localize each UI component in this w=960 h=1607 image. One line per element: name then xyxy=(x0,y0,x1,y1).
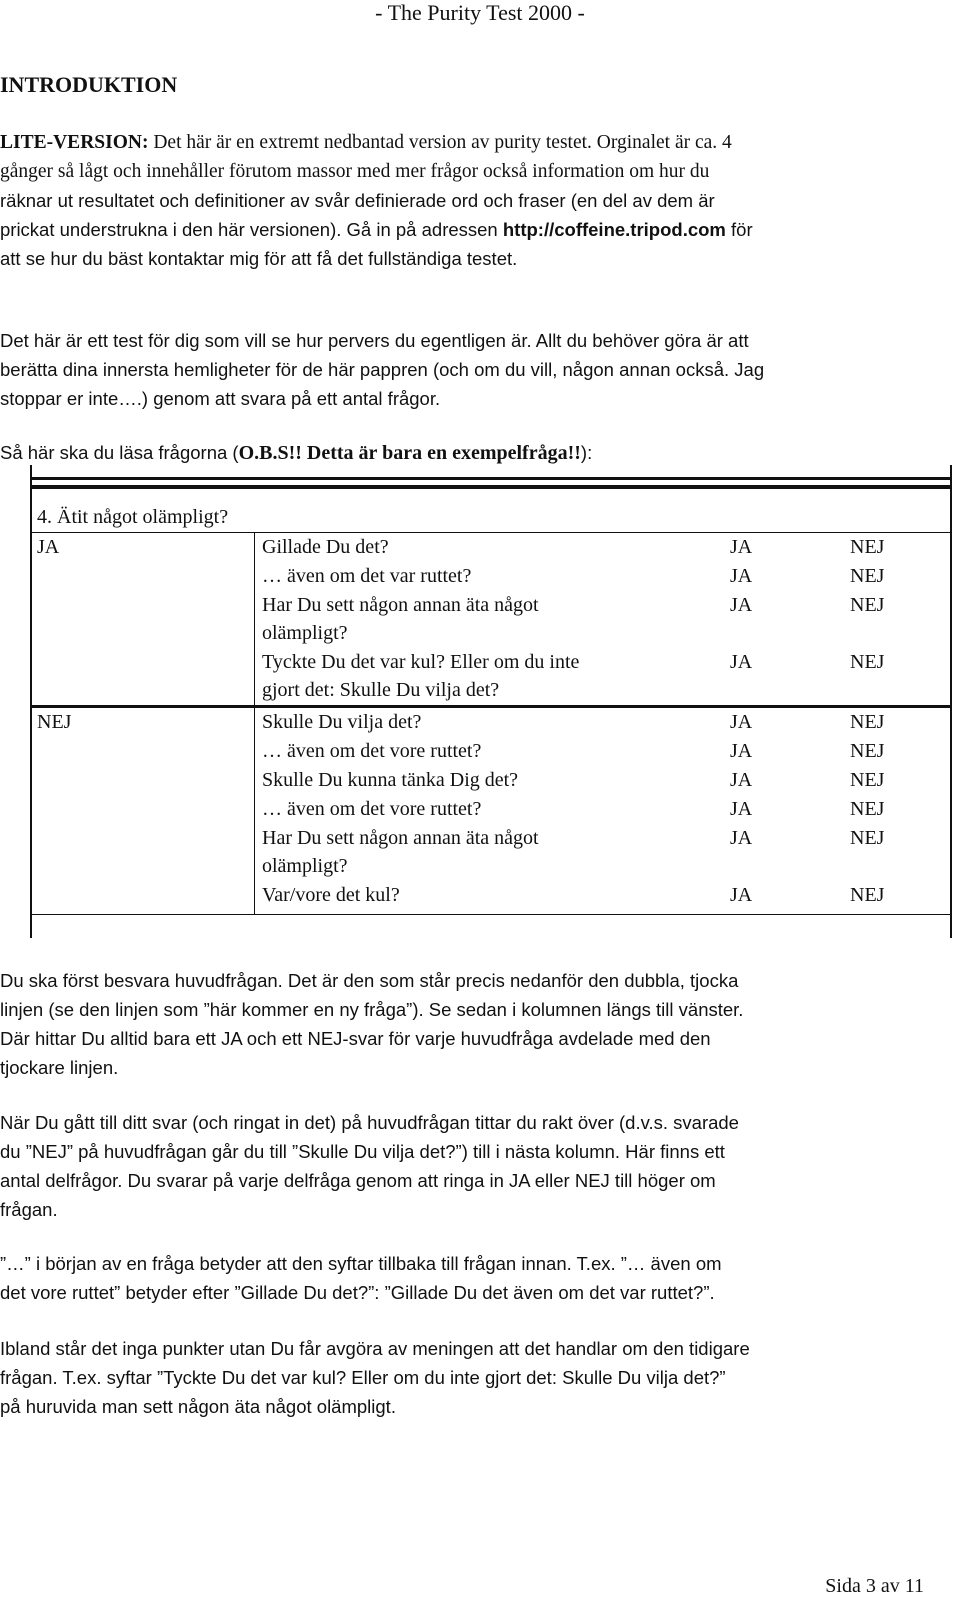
main-answer-nej: NEJ xyxy=(37,711,72,733)
sub-question: … även om det vore ruttet? xyxy=(262,798,482,820)
sub-question: … även om det vore ruttet? xyxy=(262,740,482,762)
table-top-border-2 xyxy=(30,485,952,489)
explain-p4-line: Ibland står det inga punkter utan Du får avgöra av meningen att det handlar om den tidigare xyxy=(0,1338,750,1359)
explain-p2-line: frågan. xyxy=(0,1199,58,1220)
explain-p4-line: på huruvida man sett någon äta något olämpligt. xyxy=(0,1396,396,1417)
explain-p2-line: antal delfrågor. Du svarar på varje delfråga genom att ringa in JA eller NEJ till höger om xyxy=(0,1170,716,1191)
section-divider xyxy=(30,705,952,708)
table-right-border xyxy=(950,465,952,938)
explain-paragraph-4 xyxy=(0,1334,950,1421)
answer-ja: JA xyxy=(730,594,753,616)
main-answer-ja: JA xyxy=(37,536,60,558)
lite-text-3: räknar ut resultatet och definitioner av svår definierade ord och fraser (en del av dem är xyxy=(0,190,715,211)
sub-question: Var/vore det kul? xyxy=(262,884,400,906)
page-header: - The Purity Test 2000 - xyxy=(375,0,585,25)
sub-question: Tyckte Du det var kul? Eller om du inte xyxy=(262,651,580,673)
sub-question: … även om det var ruttet? xyxy=(262,565,472,587)
explain-p1-line: Du ska först besvara huvudfrågan. Det är den som står precis nedanför den dubbla, tjocka xyxy=(0,970,739,991)
answer-nej: NEJ xyxy=(850,769,885,791)
answer-ja: JA xyxy=(730,769,753,791)
lite-text-4b: för xyxy=(725,219,753,240)
lite-text-4a: prickat understrukna i den här versionen). Gå in på adressen xyxy=(0,219,503,240)
example-intro-suffix: ): xyxy=(580,442,593,463)
sub-question: Skulle Du vilja det? xyxy=(262,711,422,733)
sub-question: Har Du sett någon annan äta något xyxy=(262,594,539,616)
table-bottom-border xyxy=(30,914,952,915)
answer-ja: JA xyxy=(730,565,753,587)
explain-p3-line: det vore ruttet” betyder efter ”Gillade Du det?”: ”Gillade Du det även om det var ruttet?”. xyxy=(0,1282,715,1303)
answer-nej: NEJ xyxy=(850,827,885,849)
sub-question-cont: gjort det: Skulle Du vilja det? xyxy=(262,679,500,701)
explain-p2-line: du ”NEJ” på huvudfrågan går du till ”Skulle Du vilja det?”) till i nästa kolumn. Här finns ett xyxy=(0,1141,725,1162)
answer-nej: NEJ xyxy=(850,740,885,762)
intro-paragraph-2 xyxy=(0,326,950,413)
para2-line3: stoppar er inte….) genom att svara på ett antal frågor. xyxy=(0,388,441,409)
explain-p4-line: frågan. T.ex. syftar ”Tyckte Du det var kul? Eller om du inte gjort det: Skulle Du vilja det?” xyxy=(0,1367,726,1388)
answer-ja: JA xyxy=(730,711,753,733)
explain-p1-line: Där hittar Du alltid bara ett JA och ett NEJ-svar för varje huvudfråga avdelade med den xyxy=(0,1028,711,1049)
sub-question-cont: olämpligt? xyxy=(262,622,348,644)
explain-paragraph-3 xyxy=(0,1249,950,1307)
explain-p1-line: linjen (se den linjen som ”här kommer en ny fråga”). Se sedan i kolumnen längs till vänster. xyxy=(0,999,744,1020)
answer-ja: JA xyxy=(730,798,753,820)
sub-question: Skulle Du kunna tänka Dig det? xyxy=(262,769,519,791)
sub-question-cont: olämpligt? xyxy=(262,855,348,877)
answer-nej: NEJ xyxy=(850,884,885,906)
column-divider xyxy=(254,532,255,915)
explain-p1-line: tjockare linjen. xyxy=(0,1057,119,1078)
page-number: Sida 3 av 11 xyxy=(825,1575,924,1597)
example-intro-bold: O.B.S!! Detta är bara en exempelfråga!! xyxy=(238,442,581,464)
sub-question: Gillade Du det? xyxy=(262,536,389,558)
lite-paragraph xyxy=(0,128,950,273)
intro-heading: INTRODUKTION xyxy=(0,72,178,97)
lite-label: LITE-VERSION: xyxy=(0,132,149,153)
example-intro-prefix: Så här ska du läsa frågorna ( xyxy=(0,442,239,463)
answer-ja: JA xyxy=(730,827,753,849)
answer-nej: NEJ xyxy=(850,536,885,558)
table-left-border xyxy=(30,465,32,938)
answer-nej: NEJ xyxy=(850,711,885,733)
answer-ja: JA xyxy=(730,740,753,762)
answer-ja: JA xyxy=(730,651,753,673)
explain-p3-line: ”…” i början av en fråga betyder att den syftar tillbaka till frågan innan. T.ex. ”… även om xyxy=(0,1253,722,1274)
answer-nej: NEJ xyxy=(850,594,885,616)
explain-paragraph-1 xyxy=(0,966,950,1082)
answer-nej: NEJ xyxy=(850,651,885,673)
lite-text-2: gånger så lågt och innehåller förutom massor med mer frågor också information om hur du xyxy=(0,161,710,182)
lite-url[interactable]: http://coffeine.tripod.com xyxy=(502,219,726,240)
answer-nej: NEJ xyxy=(850,798,885,820)
example-intro xyxy=(0,438,950,468)
para2-line1: Det här är ett test för dig som vill se hur pervers du egentligen är. Allt du behöver göra är att xyxy=(0,330,749,351)
table-top-border xyxy=(30,477,952,480)
sub-question: Har Du sett någon annan äta något xyxy=(262,827,539,849)
lite-text-1: Det här är en extremt nedbantad version av purity testet. Orginalet är ca. 4 xyxy=(148,132,732,153)
lite-text-5: att se hur du bäst kontaktar mig för att få det fullständiga testet. xyxy=(0,248,518,269)
answer-ja: JA xyxy=(730,884,753,906)
example-question: 4. Ätit något olämpligt? xyxy=(37,506,229,528)
para2-line2: berätta dina innersta hemligheter för de här pappren (och om du vill, någon annan också. Jag xyxy=(0,359,765,380)
answer-nej: NEJ xyxy=(850,565,885,587)
explain-paragraph-2 xyxy=(0,1108,950,1224)
row-divider xyxy=(30,532,952,533)
answer-ja: JA xyxy=(730,536,753,558)
explain-p2-line: När Du gått till ditt svar (och ringat in det) på huvudfrågan tittar du rakt över (d.v.s. svarade xyxy=(0,1112,739,1133)
